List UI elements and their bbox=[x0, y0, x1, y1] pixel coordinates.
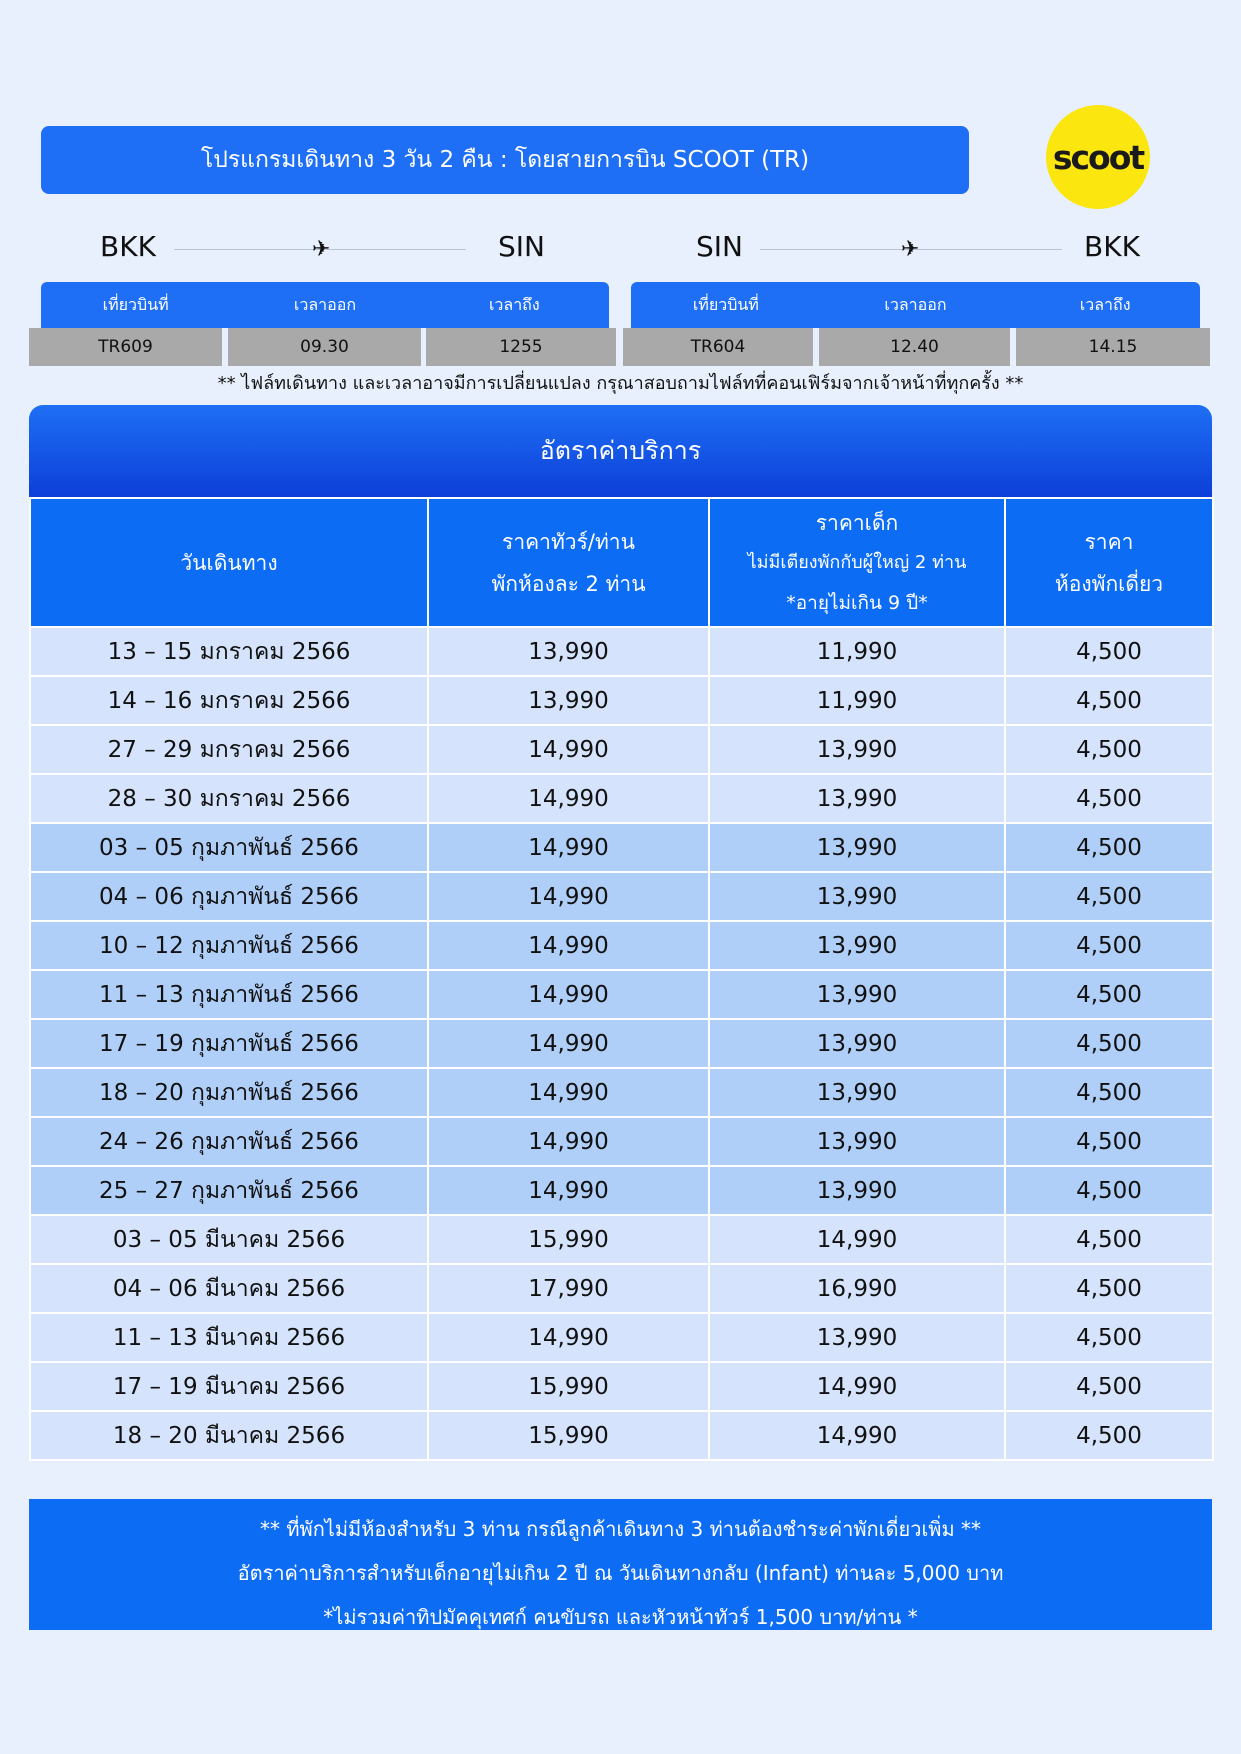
header-flight-no: เที่ยวบินที่ bbox=[692, 295, 759, 314]
table-row bbox=[30, 1019, 1213, 1068]
inbound-arrive-time: 14.15 bbox=[1016, 328, 1210, 366]
single-room-cell: 4,500 bbox=[1005, 1215, 1213, 1264]
table-row bbox=[30, 1117, 1213, 1166]
single-room-cell: 4,500 bbox=[1005, 823, 1213, 872]
table-row bbox=[30, 774, 1213, 823]
travel-date-cell: 27 – 29 มกราคม 2566 bbox=[30, 725, 428, 774]
single-room-cell: 4,500 bbox=[1005, 921, 1213, 970]
child-price-cell: 14,990 bbox=[709, 1215, 1005, 1264]
adult-price-cell: 14,990 bbox=[428, 1117, 709, 1166]
single-room-cell: 4,500 bbox=[1005, 1068, 1213, 1117]
travel-date-cell: 04 – 06 มีนาคม 2566 bbox=[30, 1264, 428, 1313]
inbound-flight-no: TR604 bbox=[623, 328, 813, 366]
footer-note-tips: *ไม่รวมค่าทิปมัคคุเทศก์ คนขับรถ และหัวหน้าทัวร์ 1,500 บาท/ท่าน * bbox=[323, 1605, 918, 1629]
travel-date-cell: 13 – 15 มกราคม 2566 bbox=[30, 627, 428, 676]
adult-price-cell: 13,990 bbox=[428, 627, 709, 676]
child-price-cell: 13,990 bbox=[709, 1313, 1005, 1362]
table-row bbox=[30, 725, 1213, 774]
adult-price-cell: 14,990 bbox=[428, 872, 709, 921]
travel-date-cell: 11 – 13 กุมภาพันธ์ 2566 bbox=[30, 970, 428, 1019]
child-price-cell: 13,990 bbox=[709, 1019, 1005, 1068]
travel-date-cell: 17 – 19 กุมภาพันธ์ 2566 bbox=[30, 1019, 428, 1068]
travel-date-cell: 14 – 16 มกราคม 2566 bbox=[30, 676, 428, 725]
single-room-cell: 4,500 bbox=[1005, 970, 1213, 1019]
single-room-cell: 4,500 bbox=[1005, 1117, 1213, 1166]
col-adult-price: ราคาทัวร์/ท่าน พักห้องละ 2 ท่าน bbox=[428, 498, 709, 627]
plane-icon: ✈ bbox=[901, 237, 920, 262]
adult-price-cell: 15,990 bbox=[428, 1215, 709, 1264]
footer-note-infant: อัตราค่าบริการสำหรับเด็กอายุไม่เกิน 2 ปี ณ วันเดินทางกลับ (Infant) ท่านละ 5,000 บาท bbox=[237, 1561, 1004, 1585]
child-price-cell: 14,990 bbox=[709, 1411, 1005, 1460]
child-price-cell: 13,990 bbox=[709, 774, 1005, 823]
table-row bbox=[30, 1264, 1213, 1313]
inbound-destination: BKK bbox=[1084, 230, 1140, 263]
adult-price-cell: 14,990 bbox=[428, 774, 709, 823]
child-price-cell: 14,990 bbox=[709, 1362, 1005, 1411]
adult-price-cell: 17,990 bbox=[428, 1264, 709, 1313]
child-price-cell: 13,990 bbox=[709, 872, 1005, 921]
child-price-cell: 13,990 bbox=[709, 725, 1005, 774]
header-depart: เวลาออก bbox=[293, 295, 357, 314]
adult-price-cell: 15,990 bbox=[428, 1362, 709, 1411]
inbound-origin: SIN bbox=[696, 230, 743, 263]
table-row bbox=[30, 1215, 1213, 1264]
travel-date-cell: 18 – 20 กุมภาพันธ์ 2566 bbox=[30, 1068, 428, 1117]
adult-price-cell: 14,990 bbox=[428, 1019, 709, 1068]
table-row bbox=[30, 1313, 1213, 1362]
plane-icon: ✈ bbox=[312, 237, 331, 262]
child-price-cell: 16,990 bbox=[709, 1264, 1005, 1313]
scoot-logo bbox=[1046, 105, 1150, 209]
adult-price-cell: 14,990 bbox=[428, 1166, 709, 1215]
table-header-row bbox=[30, 498, 1213, 627]
adult-price-cell: 14,990 bbox=[428, 1068, 709, 1117]
adult-price-cell: 15,990 bbox=[428, 1411, 709, 1460]
travel-date-cell: 18 – 20 มีนาคม 2566 bbox=[30, 1411, 428, 1460]
adult-price-cell: 14,990 bbox=[428, 1313, 709, 1362]
program-title: โปรแกรมเดินทาง 3 วัน 2 คืน : โดยสายการบิน SCOOT (TR) bbox=[41, 126, 969, 194]
table-row bbox=[30, 1166, 1213, 1215]
child-price-cell: 13,990 bbox=[709, 1068, 1005, 1117]
adult-price-cell: 14,990 bbox=[428, 823, 709, 872]
travel-date-cell: 24 – 26 กุมภาพันธ์ 2566 bbox=[30, 1117, 428, 1166]
header-depart: เวลาออก bbox=[884, 295, 947, 314]
table-row bbox=[30, 676, 1213, 725]
table-row bbox=[30, 970, 1213, 1019]
outbound-flight-no: TR609 bbox=[29, 328, 222, 366]
single-room-cell: 4,500 bbox=[1005, 1313, 1213, 1362]
single-room-cell: 4,500 bbox=[1005, 725, 1213, 774]
logo-text: scoot bbox=[1052, 137, 1144, 177]
single-room-cell: 4,500 bbox=[1005, 872, 1213, 921]
single-room-cell: 4,500 bbox=[1005, 1264, 1213, 1313]
single-room-cell: 4,500 bbox=[1005, 774, 1213, 823]
single-room-cell: 4,500 bbox=[1005, 676, 1213, 725]
travel-date-cell: 04 – 06 กุมภาพันธ์ 2566 bbox=[30, 872, 428, 921]
travel-date-cell: 11 – 13 มีนาคม 2566 bbox=[30, 1313, 428, 1362]
child-price-cell: 13,990 bbox=[709, 970, 1005, 1019]
single-room-cell: 4,500 bbox=[1005, 1411, 1213, 1460]
outbound-flight-header bbox=[41, 282, 609, 328]
inbound-depart-time: 12.40 bbox=[819, 328, 1010, 366]
adult-price-cell: 14,990 bbox=[428, 970, 709, 1019]
adult-price-cell: 14,990 bbox=[428, 725, 709, 774]
adult-price-cell: 14,990 bbox=[428, 921, 709, 970]
table-row bbox=[30, 1068, 1213, 1117]
child-price-cell: 11,990 bbox=[709, 627, 1005, 676]
child-price-cell: 13,990 bbox=[709, 921, 1005, 970]
outbound-origin: BKK bbox=[100, 230, 156, 263]
header-flight-no: เที่ยวบินที่ bbox=[102, 295, 169, 314]
col-child-price: ราคาเด็ก ไม่มีเตียงพักกับผู้ใหญ่ 2 ท่าน *อายุไม่เกิน 9 ปี* bbox=[709, 498, 1005, 627]
outbound-depart-time: 09.30 bbox=[228, 328, 421, 366]
child-price-cell: 13,990 bbox=[709, 823, 1005, 872]
child-price-cell: 13,990 bbox=[709, 1166, 1005, 1215]
header-arrive: เวลาถึง bbox=[1079, 295, 1131, 314]
outbound-arrive-time: 1255 bbox=[426, 328, 616, 366]
table-row bbox=[30, 823, 1213, 872]
table-row bbox=[30, 872, 1213, 921]
table-row bbox=[30, 921, 1213, 970]
travel-date-cell: 03 – 05 มีนาคม 2566 bbox=[30, 1215, 428, 1264]
travel-date-cell: 10 – 12 กุมภาพันธ์ 2566 bbox=[30, 921, 428, 970]
child-price-cell: 13,990 bbox=[709, 1117, 1005, 1166]
outbound-destination: SIN bbox=[498, 230, 545, 263]
travel-date-cell: 17 – 19 มีนาคม 2566 bbox=[30, 1362, 428, 1411]
footer-notes bbox=[29, 1499, 1212, 1630]
header-arrive: เวลาถึง bbox=[488, 295, 540, 314]
rates-title: อัตราค่าบริการ bbox=[29, 405, 1212, 497]
col-travel-date: วันเดินทาง bbox=[30, 498, 428, 627]
travel-date-cell: 25 – 27 กุมภาพันธ์ 2566 bbox=[30, 1166, 428, 1215]
single-room-cell: 4,500 bbox=[1005, 1362, 1213, 1411]
inbound-flight-header bbox=[631, 282, 1200, 328]
single-room-cell: 4,500 bbox=[1005, 1166, 1213, 1215]
col-single-room: ราคา ห้องพักเดี่ยว bbox=[1005, 498, 1213, 627]
travel-date-cell: 03 – 05 กุมภาพันธ์ 2566 bbox=[30, 823, 428, 872]
flight-change-note: ** ไฟล์ทเดินทาง และเวลาอาจมีการเปลี่ยนแปลง กรุณาสอบถามไฟล์ทที่คอนเฟิร์มจากเจ้าหน้าที่ทุกครั้ง ** bbox=[217, 373, 1024, 394]
single-room-cell: 4,500 bbox=[1005, 627, 1213, 676]
single-room-cell: 4,500 bbox=[1005, 1019, 1213, 1068]
child-price-cell: 11,990 bbox=[709, 676, 1005, 725]
table-row bbox=[30, 627, 1213, 676]
table-row bbox=[30, 1362, 1213, 1411]
travel-date-cell: 28 – 30 มกราคม 2566 bbox=[30, 774, 428, 823]
footer-note-rooms: ** ที่พักไม่มีห้องสำหรับ 3 ท่าน กรณีลูกค้าเดินทาง 3 ท่านต้องชำระค่าพักเดี่ยวเพิ่ม ** bbox=[259, 1517, 982, 1541]
adult-price-cell: 13,990 bbox=[428, 676, 709, 725]
rates-table bbox=[29, 497, 1214, 1461]
table-row bbox=[30, 1411, 1213, 1460]
